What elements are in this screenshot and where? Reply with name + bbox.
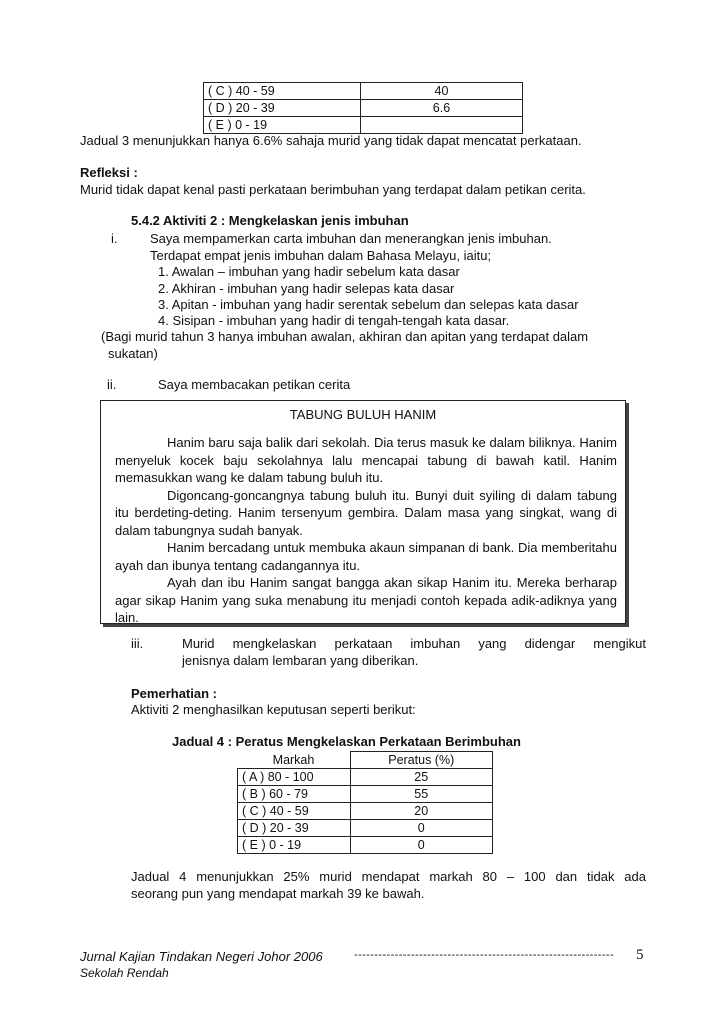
table-cell-percent: 40 bbox=[361, 83, 523, 100]
refleksi-text: Murid tidak dapat kenal pasti perkataan berimbuhan yang terdapat dalam petikan cerita. bbox=[80, 182, 586, 197]
step-iii-line2: jenisnya dalam lembaran yang diberikan. bbox=[182, 653, 419, 668]
footer-dashes: ---------------------------------------------------------------- bbox=[354, 949, 615, 961]
note-line2: sukatan) bbox=[108, 346, 158, 361]
story-box bbox=[100, 400, 626, 624]
table3-note: Jadual 3 menunjukkan hanya 6.6% sahaja murid yang tidak dapat mencatat perkataan. bbox=[80, 133, 582, 148]
table-row bbox=[238, 803, 493, 820]
table-row bbox=[238, 769, 493, 786]
story-paragraph: Hanim baru saja balik dari sekolah. Dia terus masuk ke dalam biliknya. Hanim menyeluk kocek baju sekolahnya lalu mencapai tabung di bawah katil. Hanim memasukkan wang ke dalam tabung buluh itu. bbox=[115, 435, 617, 485]
imbuhan-type-item: 3. Apitan - imbuhan yang hadir serentak sebelum dan selepas kata dasar bbox=[158, 297, 579, 312]
table-cell-range: ( E ) 0 - 19 bbox=[204, 117, 361, 134]
table4-note-line2: seorang pun yang mendapat markah 39 ke bawah. bbox=[131, 886, 425, 901]
step-ii-text: Saya membacakan petikan cerita bbox=[158, 377, 351, 392]
table4-caption: Jadual 4 : Peratus Mengkelaskan Perkataan Berimbuhan bbox=[172, 734, 521, 749]
table-cell-percent: 20 bbox=[350, 803, 493, 820]
footer-school: Sekolah Rendah bbox=[80, 966, 169, 980]
table-cell-range: ( A ) 80 - 100 bbox=[238, 769, 351, 786]
table-cell-percent: 55 bbox=[350, 786, 493, 803]
footer-journal: Jurnal Kajian Tindakan Negeri Johor 2006 bbox=[80, 949, 323, 964]
table4-note-line1: Jadual 4 menunjukkan 25% murid mendapat markah 80 – 100 dan tidak ada bbox=[131, 869, 646, 884]
story-title: TABUNG BULUH HANIM bbox=[289, 407, 437, 422]
step-i-text: Saya mempamerkan carta imbuhan dan menerangkan jenis imbuhan. bbox=[150, 231, 552, 246]
story-paragraph: Digoncang-goncangnya tabung buluh itu. Bunyi duit syiling di dalam tabung itu berdeting-deting. Hanim tersenyum gembira. Dalam masa yang singkat, wang di dalam tabungnya sudah banyak. bbox=[115, 487, 617, 538]
story-paragraph: Ayah dan ibu Hanim sangat bangga akan sikap Hanim itu. Mereka berharap agar sikap Hanim yang suka menabung itu menjadi contoh kepada adik-adiknya yang lain. bbox=[115, 575, 617, 625]
imbuhan-type-item: 2. Akhiran - imbuhan yang hadir selepas kata dasar bbox=[158, 281, 455, 296]
table-row bbox=[238, 820, 493, 837]
table-cell-range: ( C ) 40 - 59 bbox=[204, 83, 361, 100]
section-heading: 5.4.2 Aktiviti 2 : Mengkelaskan jenis imbuhan bbox=[131, 213, 409, 228]
table-cell-range: ( D ) 20 - 39 bbox=[204, 100, 361, 117]
pemerhatian-heading: Pemerhatian : bbox=[131, 686, 217, 701]
header-markah: Markah bbox=[238, 752, 351, 769]
step-i-marker: i. bbox=[111, 231, 118, 246]
table-row bbox=[204, 117, 523, 134]
pemerhatian-text: Aktiviti 2 menghasilkan keputusan seperti berikut: bbox=[131, 702, 416, 717]
table-cell-percent: 25 bbox=[350, 769, 493, 786]
table-cell-range: ( D ) 20 - 39 bbox=[238, 820, 351, 837]
imbuhan-type-item: 1. Awalan – imbuhan yang hadir sebelum kata dasar bbox=[158, 264, 460, 279]
table4 bbox=[237, 751, 493, 854]
table-cell-range: ( E ) 0 - 19 bbox=[238, 837, 351, 854]
table-cell-percent bbox=[361, 117, 523, 134]
refleksi-heading: Refleksi : bbox=[80, 165, 138, 180]
story-paragraph: Hanim bercadang untuk membuka akaun simpanan di bank. Dia memberitahu ayah dan ibunya tentang cadangannya itu. bbox=[115, 540, 617, 573]
table-row bbox=[238, 837, 493, 854]
table-cell-range: ( C ) 40 - 59 bbox=[238, 803, 351, 820]
step-iii-line1: Murid mengkelaskan perkataan imbuhan yang didengar mengikut bbox=[182, 636, 646, 651]
table-cell-percent: 0 bbox=[350, 837, 493, 854]
step-i-text2: Terdapat empat jenis imbuhan dalam Bahasa Melayu, iaitu; bbox=[150, 248, 492, 263]
table-header-row bbox=[238, 752, 493, 769]
imbuhan-type-item: 4. Sisipan - imbuhan yang hadir di tengah-tengah kata dasar. bbox=[158, 313, 510, 328]
table3 bbox=[203, 82, 523, 134]
step-ii-marker: ii. bbox=[107, 377, 117, 392]
note-line1: (Bagi murid tahun 3 hanya imbuhan awalan, akhiran dan apitan yang terdapat dalam bbox=[101, 329, 589, 344]
table-cell-percent: 0 bbox=[350, 820, 493, 837]
table-cell-percent: 6.6 bbox=[361, 100, 523, 117]
header-peratus: Peratus (%) bbox=[350, 752, 493, 769]
table-row bbox=[238, 786, 493, 803]
table-row bbox=[204, 100, 523, 117]
table-cell-range: ( B ) 60 - 79 bbox=[238, 786, 351, 803]
step-iii-marker: iii. bbox=[131, 636, 144, 651]
page-number: 5 bbox=[636, 947, 644, 963]
table-row bbox=[204, 83, 523, 100]
